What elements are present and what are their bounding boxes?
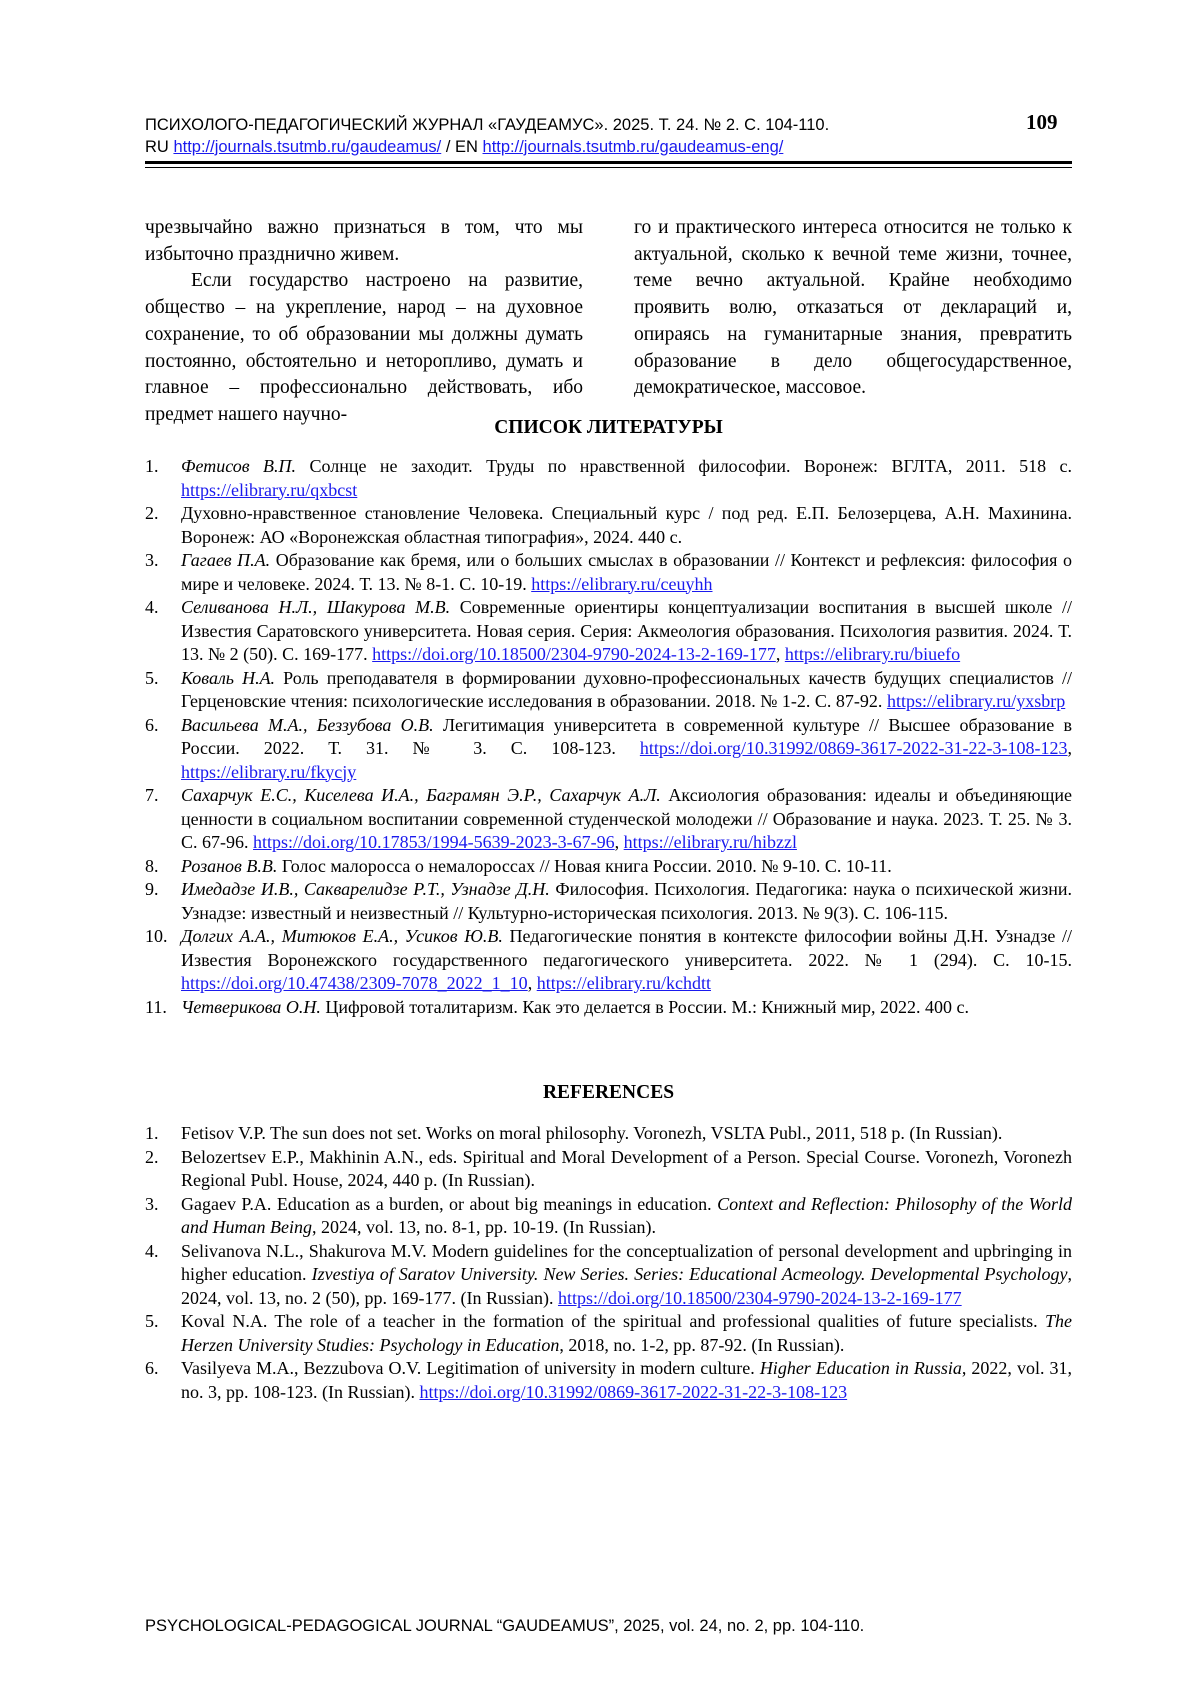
reference-link[interactable]: https://doi.org/10.18500/2304-9790-2024-13-2-169-177	[557, 1287, 962, 1308]
reference-number: 11.	[145, 996, 167, 1017]
reference-link[interactable]: https://elibrary.ru/yxsbrp	[886, 691, 1066, 711]
reference-item	[145, 549, 1072, 596]
reference-separator: ,	[775, 644, 785, 664]
reference-authors: Коваль Н.А.	[181, 667, 276, 688]
reference-journal: The Herzen University Studies: Psychology in Education	[181, 1311, 1072, 1355]
ru-journal-link[interactable]: http://journals.tsutmb.ru/gaudeamus/	[173, 138, 442, 156]
reference-text	[181, 925, 1072, 996]
en-references-title: REFERENCES	[542, 1082, 675, 1103]
reference-body: Роль преподавателя в формировании духовно-профессиональных качеств будущих специалистов // Герценовские чтения: психологические исследования в образовании. 2018. № 1-2. С. 87-92.	[181, 667, 1072, 711]
reference-item	[145, 596, 1072, 667]
reference-text	[181, 784, 1072, 855]
reference-separator: ,	[614, 832, 624, 852]
reference-number: 6.	[145, 1358, 159, 1378]
reference-body: Fetisov V.P. The sun does not set. Works on moral philosophy. Voronezh, VSLTA Publ., 2011, 518 p. (In Russian).	[181, 1123, 1003, 1143]
reference-text	[181, 502, 1072, 549]
reference-authors: Долгих А.А., Митюков Е.А., Усиков Ю.В.	[181, 926, 503, 946]
link-separator: / EN	[441, 138, 483, 156]
reference-item	[145, 855, 1072, 879]
reference-number: 8.	[145, 855, 159, 876]
reference-link[interactable]: https://doi.org/10.17853/1994-5639-2023-3-67-96	[253, 832, 615, 852]
reference-text	[181, 549, 1072, 596]
reference-number: 2.	[145, 1146, 159, 1167]
reference-number: 4.	[145, 597, 159, 617]
reference-body: Философия. Психология. Педагогика: наука о психической жизни. Узнадзе: известный и неизвестный // Культурно-историческая психология. 2013. № 9(3). С. 106-115.	[181, 879, 1072, 923]
reference-item	[145, 1240, 1072, 1311]
reference-text	[181, 1240, 1072, 1311]
reference-details: , 2022, vol. 31, no. 3, pp. 108-123. (In Russian).	[181, 1358, 1072, 1402]
reference-separator: ,	[527, 973, 537, 993]
reference-text	[181, 667, 1072, 714]
reference-item	[145, 455, 1072, 502]
reference-details: , 2024, vol. 13, no. 2 (50), pp. 169-177. (In Russian).	[181, 1264, 1072, 1308]
reference-text	[181, 878, 1072, 925]
reference-journal: Context and Reflection: Philosophy of the World and Human Being	[181, 1193, 1073, 1237]
reference-authors: Фетисов В.П.	[181, 456, 297, 476]
left-column	[145, 215, 583, 429]
reference-number: 9.	[145, 879, 159, 899]
reference-number: 1.	[145, 1123, 159, 1143]
reference-item	[145, 1122, 1072, 1146]
reference-body: Педагогические понятия в контексте философии войны Д.Н. Узнадзе // Известия Воронежского государственного педагогического университета. 2022. № 1 (294). С. 10-15.	[181, 926, 1072, 970]
reference-link[interactable]: https://elibrary.ru/ceuyhh	[531, 573, 713, 594]
reference-text	[181, 714, 1072, 785]
ru-reference-list	[145, 455, 1072, 1019]
ru-references-title: СПИСОК ЛИТЕРАТУРЫ	[494, 417, 723, 438]
reference-item	[145, 878, 1072, 925]
reference-number: 1.	[145, 456, 159, 476]
reference-authors: Сахарчук Е.С., Киселева И.А., Баграмян Э.Р., Сахарчук А.Л.	[181, 785, 661, 805]
reference-body: Голос малоросса о немалороссах // Новая книга России. 2010. № 9-10. С. 10-11.	[277, 855, 892, 876]
reference-item	[145, 996, 1072, 1020]
reference-number: 2.	[145, 503, 159, 523]
reference-text	[181, 455, 1072, 502]
reference-item	[145, 714, 1072, 785]
reference-body: Цифровой тоталитаризм. Как это делается в России. М.: Книжный мир, 2022. 400 с.	[320, 996, 970, 1017]
reference-authors: Васильева М.А., Беззубова О.В.	[181, 714, 434, 735]
reference-authors: Гагаев П.А.	[181, 550, 271, 570]
reference-link[interactable]: https://doi.org/10.31992/0869-3617-2022-31-22-3-108-123	[639, 738, 1068, 758]
reference-number: 4.	[145, 1240, 159, 1261]
reference-item	[145, 925, 1072, 996]
reference-link[interactable]: https://elibrary.ru/kchdtt	[536, 973, 711, 993]
header-rule-thin	[145, 167, 1072, 168]
reference-item	[145, 1146, 1072, 1193]
running-header	[145, 114, 1072, 158]
reference-link[interactable]: https://elibrary.ru/fkycjy	[181, 761, 357, 782]
reference-item	[145, 667, 1072, 714]
reference-number: 5.	[145, 667, 159, 688]
reference-body: Koval N.A. The role of a teacher in the formation of the spiritual and professional qualities of future specialists.	[181, 1311, 1045, 1331]
en-journal-link[interactable]: http://journals.tsutmb.ru/gaudeamus-eng/	[482, 138, 784, 156]
reference-item	[145, 1310, 1072, 1357]
paragraph: Если государство настроено на развитие, общество – на укрепление, народ – на духовное сохранение, то об образовании мы должны думать постоянно, обстоятельно и неторопливо, думать и главное – профессионально действовать, ибо предмет нашего научно-	[145, 270, 583, 425]
journal-citation: ПСИХОЛОГО-ПЕДАГОГИЧЕСКИЙ ЖУРНАЛ «ГАУДЕАМУС». 2025. Т. 24. № 2. С. 104-110.	[145, 116, 830, 134]
reference-text	[181, 1122, 1072, 1146]
journal-links	[145, 136, 1072, 158]
reference-text	[181, 1146, 1072, 1193]
reference-journal: Izvestiya of Saratov University. New Series. Series: Educational Acmeology. Developmental Psychology	[311, 1264, 1068, 1284]
reference-body: Vasilyeva M.A., Bezzubova O.V. Legitimation of university in modern culture.	[181, 1358, 760, 1378]
reference-details: , 2024, vol. 13, no. 8-1, pp. 10-19. (In Russian).	[311, 1217, 656, 1237]
reference-authors: Селиванова Н.Л., Шакурова М.В.	[181, 597, 451, 617]
reference-item	[145, 1193, 1072, 1240]
reference-details: , 2018, no. 1-2, pp. 87-92. (In Russian).	[559, 1334, 845, 1355]
reference-number: 3.	[145, 1193, 159, 1214]
reference-body: Belozertsev E.P., Makhinin A.N., eds. Spiritual and Moral Development of a Person. Special Course. Voronezh, Voronezh Regional Publ. House, 2024, 440 p. (In Russian).	[181, 1146, 1072, 1190]
reference-text	[181, 1310, 1072, 1357]
header-rule-thick	[145, 161, 1072, 164]
reference-link[interactable]: https://doi.org/10.31992/0869-3617-2022-31-22-3-108-123	[419, 1381, 848, 1402]
reference-number: 6.	[145, 714, 159, 735]
reference-text	[181, 1357, 1072, 1404]
reference-text	[181, 996, 1072, 1020]
paragraph: го и практического интереса относится не только к актуальной, сколько к вечной теме жизни, точнее, теме вечно актуальной. Крайне необходимо проявить волю, отказаться от деклараций и, опираясь на гуманитарные знания, превратить образование в дело общегосударственное, демократическое, массовое.	[634, 217, 1072, 399]
ru-label: RU	[145, 138, 169, 156]
reference-number: 7.	[145, 785, 159, 805]
reference-body: Selivanova N.L., Shakurova M.V. Modern guidelines for the conceptualization of personal development and upbringing in higher education.	[181, 1240, 1072, 1284]
reference-item	[145, 1357, 1072, 1404]
reference-link[interactable]: https://elibrary.ru/hibzzl	[623, 832, 797, 852]
reference-body: Аксиология образования: идеалы и объединяющие ценности в социальном воспитании современной студенческой молодежи // Образование и наука. 2023. Т. 25. № 3. С. 67-96.	[181, 785, 1072, 852]
reference-item	[145, 784, 1072, 855]
reference-link[interactable]: https://doi.org/10.47438/2309-7078_2022_1_10	[181, 973, 528, 993]
reference-body: Солнце не заходит. Труды по нравственной философии. Воронеж: ВГЛТА, 2011. 518 с.	[296, 456, 1072, 476]
reference-number: 5.	[145, 1311, 159, 1331]
reference-body: Gagaev P.A. Education as a burden, or about big meanings in education.	[181, 1193, 718, 1214]
reference-number: 10.	[145, 926, 168, 946]
en-reference-list	[145, 1122, 1072, 1404]
reference-journal: Higher Education in Russia	[759, 1358, 962, 1378]
reference-text	[181, 596, 1072, 667]
reference-link[interactable]: https://doi.org/10.18500/2304-9790-2024-13-2-169-177	[372, 644, 776, 664]
reference-body: Духовно-нравственное становление Человека. Специальный курс / под ред. Е.П. Белозерцева, А.Н. Махинина. Воронеж: АО «Воронежская областная типография», 2024. 440 с.	[181, 503, 1072, 547]
reference-text	[181, 1193, 1072, 1240]
article-body	[145, 215, 1072, 429]
paragraph: чрезвычайно важно признаться в том, что мы избыточно празднично живем.	[145, 217, 583, 265]
page-number: 109	[1026, 110, 1058, 134]
reference-body: Образование как бремя, или о больших смыслах в образовании // Контекст и рефлексия: философия о мире и человеке. 2024. Т. 13. № 8-1. С. 10-19.	[181, 550, 1072, 594]
reference-authors: Имедадзе И.В., Сакварелидзе Р.Т., Узнадзе Д.Н.	[181, 879, 550, 899]
reference-text	[181, 855, 1072, 879]
reference-body: Легитимация университета в современной культуре // Высшее образование в России. 2022. Т. 31. № 3. С. 108-123.	[181, 714, 1072, 758]
reference-link[interactable]: https://elibrary.ru/qxbcst	[181, 479, 358, 500]
reference-separator: ,	[1067, 738, 1072, 758]
reference-authors: Четверикова О.Н.	[181, 996, 321, 1017]
right-column	[634, 215, 1072, 429]
running-footer: PSYCHOLOGICAL-PEDAGOGICAL JOURNAL “GAUDEAMUS”, 2025, vol. 24, no. 2, pp. 104-110.	[145, 1617, 865, 1635]
reference-authors: Розанов В.В.	[181, 855, 278, 876]
reference-body: Современные ориентиры концептуализации воспитания в высшей школе // Известия Саратовского университета. Новая серия. Серия: Акмеология образования. Психология развития. 2024. Т. 13. № 2 (50). С. 169-177.	[181, 597, 1072, 664]
reference-item	[145, 502, 1072, 549]
reference-link[interactable]: https://elibrary.ru/biuefo	[784, 644, 961, 664]
reference-number: 3.	[145, 550, 159, 570]
